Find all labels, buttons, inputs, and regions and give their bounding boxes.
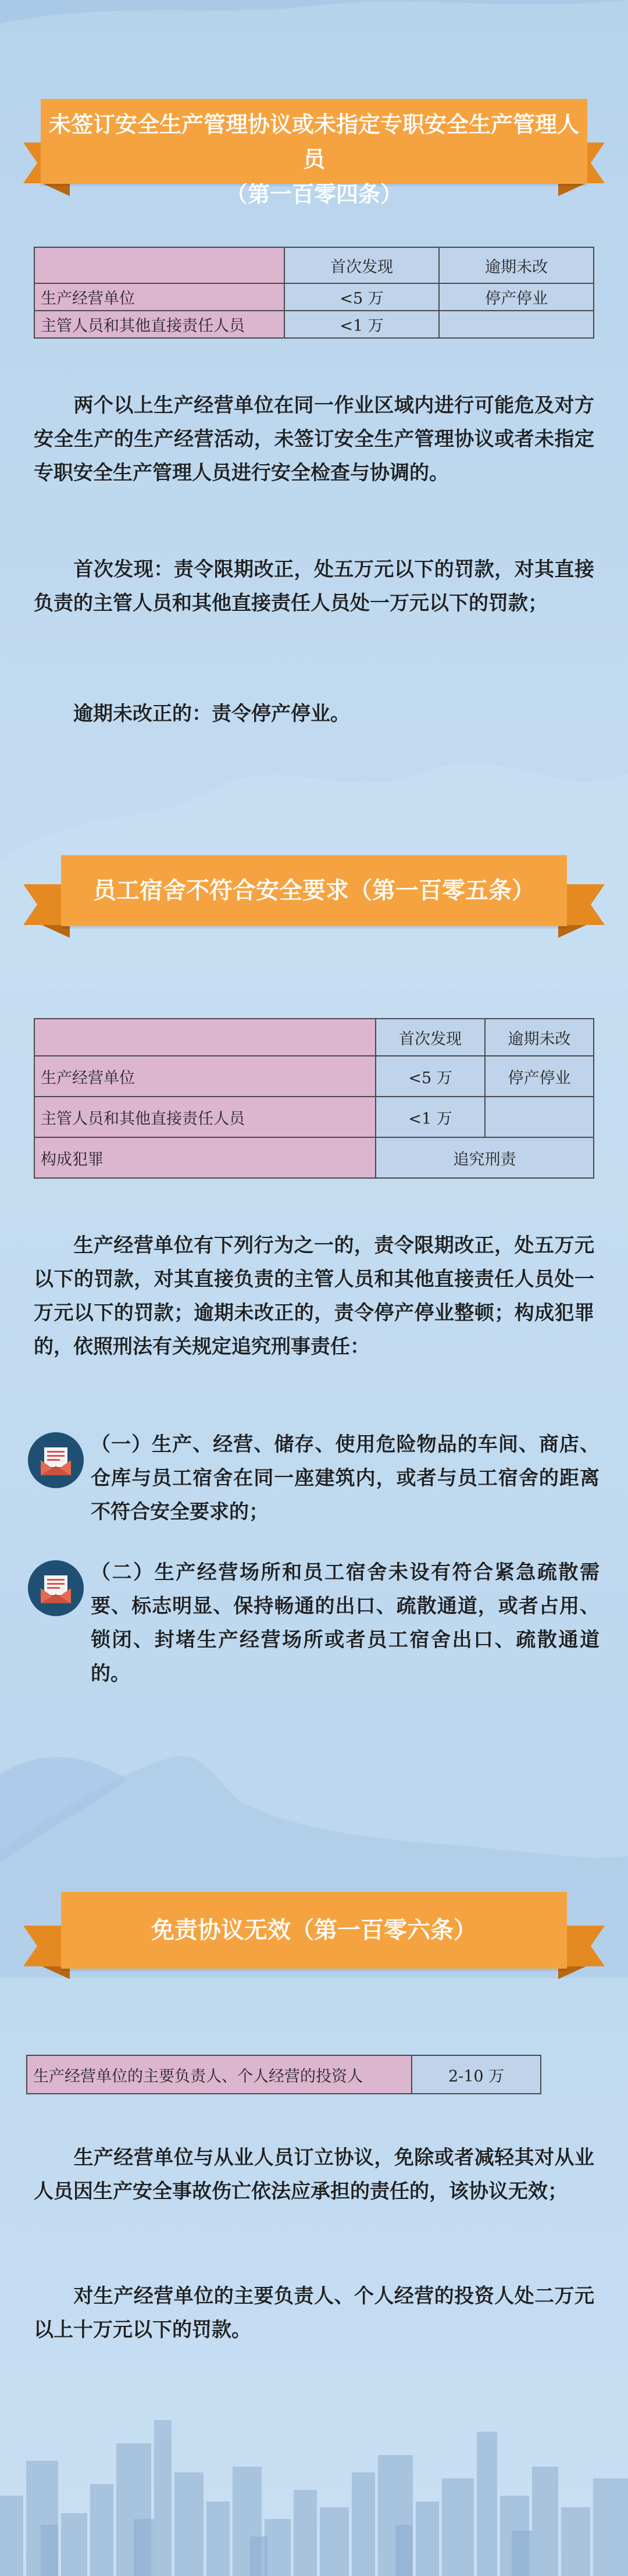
- table-cell: <5 万: [284, 283, 440, 311]
- section3-paragraph-2: [34, 2279, 594, 2347]
- table-header-cell: 逾期未改: [485, 1019, 594, 1056]
- table-cell: [485, 1097, 594, 1137]
- table-row: [34, 1019, 594, 1056]
- item-text: （一）生产、经营、储存、使用危险物品的车间、商店、仓库与员工宿舍在同一座建筑内，或者与员工宿舍的距离不符合安全要求的；: [91, 1433, 600, 1524]
- table-row: [34, 247, 594, 283]
- section1-paragraph-1: [34, 389, 594, 490]
- table-cell: [439, 311, 594, 338]
- section3-banner: [0, 1879, 628, 1978]
- paragraph-text: 生产经营单位与从业人员订立协议，免除或者减轻其对从业人员因生产安全事故伤亡依法应承担的责任的，该协议无效；: [34, 2146, 594, 2203]
- section1-penalty-table: [34, 247, 594, 339]
- table-header-cell: 首次发现: [376, 1019, 485, 1056]
- envelope-icon: [28, 1560, 84, 1616]
- table-cell: 2-10 万: [412, 2055, 541, 2094]
- section2-item-2: [28, 1560, 598, 1696]
- section1-paragraph-3: [34, 697, 594, 731]
- section3-penalty-table: [26, 2055, 541, 2094]
- table-row: [34, 1056, 594, 1097]
- section3-title: 免责协议无效（第一百零六条）: [61, 1892, 567, 1969]
- table-cell: 生产经营单位的主要负责人、个人经营的投资人: [27, 2055, 412, 2094]
- table-row: [34, 1137, 594, 1178]
- table-cell: 生产经营单位: [34, 283, 284, 311]
- table-cell: 主管人员和其他直接责任人员: [34, 1097, 376, 1137]
- table-cell: <1 万: [376, 1097, 485, 1137]
- section2-title: 员工宿舍不符合安全要求（第一百零五条）: [61, 855, 567, 926]
- table-header-cell: [34, 247, 284, 283]
- paragraph-text: 对生产经营单位的主要负责人、个人经营的投资人处二万元以上十万元以下的罚款。: [34, 2285, 594, 2342]
- table-cell: <1 万: [284, 311, 440, 338]
- section2-penalty-table: [34, 1018, 594, 1179]
- section2-banner: [0, 844, 628, 942]
- item-text: （二）生产经营场所和员工宿舍未设有符合紧急疏散需要、标志明显、保持畅通的出口、疏散通道，或者占用、锁闭、封堵生产经营场所或者员工宿舍出口、疏散通道的。: [91, 1561, 600, 1685]
- table-row: [34, 311, 594, 338]
- table-cell: 停产停业: [439, 283, 594, 311]
- section1-paragraph-2: [34, 553, 594, 620]
- section3-paragraph-1: [34, 2141, 594, 2208]
- paragraph-text: 生产经营单位有下列行为之一的，责令限期改正，处五万元以下的罚款，对其直接负责的主管人员和其他直接责任人员处一万元以下的罚款；逾期未改正的，责令停产停业整顿；构成犯罪的，依照刑法有关规定追究刑事责任：: [34, 1234, 594, 1358]
- table-row: [34, 1097, 594, 1137]
- table-header-cell: [34, 1019, 376, 1056]
- paragraph-text: 两个以上生产经营单位在同一作业区域内进行可能危及对方安全生产的生产经营活动，未签订安全生产管理协议或者未指定专职安全生产管理人员进行安全检查与协调的。: [34, 394, 594, 485]
- envelope-icon: [28, 1432, 84, 1488]
- table-cell: <5 万: [376, 1056, 485, 1097]
- paragraph-text: 逾期未改正的：责令停产停业。: [73, 702, 350, 725]
- table-cell: 主管人员和其他直接责任人员: [34, 311, 284, 338]
- paragraph-text: 首次发现：责令限期改正，处五万元以下的罚款，对其直接负责的主管人员和其他直接责任人员处一万元以下的罚款；: [34, 558, 594, 615]
- section1-banner: [0, 87, 628, 207]
- section2-item-1: [28, 1432, 598, 1533]
- table-row: [27, 2055, 541, 2094]
- table-cell: 停产停业: [485, 1056, 594, 1097]
- table-row: [34, 283, 594, 311]
- section2-paragraph: [34, 1229, 594, 1364]
- table-cell: 构成犯罪: [34, 1137, 376, 1178]
- table-cell: 追究刑责: [376, 1137, 594, 1178]
- section1-title-line1: 未签订安全生产管理协议或未指定专职安全生产管理人员: [48, 112, 579, 172]
- table-header-cell: 逾期未改: [439, 247, 594, 283]
- table-cell: 生产经营单位: [34, 1056, 376, 1097]
- section1-title-line2: （第一百零四条）: [225, 182, 402, 207]
- table-header-cell: 首次发现: [284, 247, 440, 283]
